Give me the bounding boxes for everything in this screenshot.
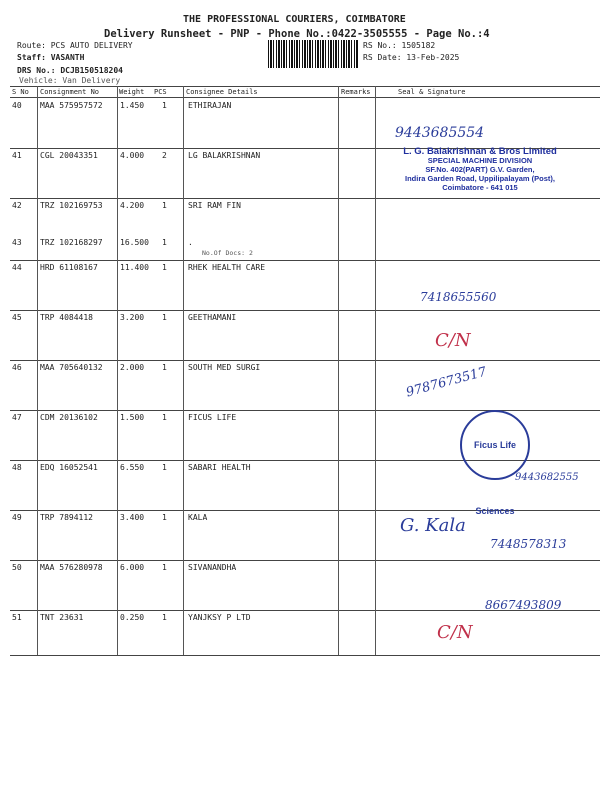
cell-weight: 0.250 [120,613,145,622]
col-weight: Weight [119,88,145,96]
cell-consignee: RHEK HEALTH CARE [188,263,266,272]
cell-sno: 46 [12,363,22,372]
cell-pcs: 1 [162,238,167,247]
handwritten-phone: 9787673517 [404,364,489,401]
row-divider [10,198,600,199]
document-title: THE PROFESSIONAL COURIERS, COIMBATORE [183,14,406,25]
cell-sno: 48 [12,463,22,472]
col-signature: Seal & Signature [398,88,466,96]
cell-sno: 51 [12,613,22,622]
cell-sno: 50 [12,563,22,572]
handwritten-name: G. Kala [400,515,466,536]
handwritten-phone: 9443682555 [515,472,579,483]
docs-note: No.Of Docs: 2 [202,249,253,257]
stamp-line: SF.No. 402(PART) G.V. Garden, [425,165,535,174]
cell-sno: 44 [12,263,22,272]
cell-consignee: ETHIRAJAN [188,101,232,110]
cell-weight: 3.400 [120,513,145,522]
cell-sno: 40 [12,101,22,110]
header-bottom-border [10,97,600,98]
staff: Staff: VASANTH [17,53,85,62]
cell-weight: 16.500 [120,238,149,247]
cell-pcs: 1 [162,313,167,322]
handwritten-cn: C/N [435,330,471,351]
cell-sno: 49 [12,513,22,522]
row-divider [10,360,600,361]
column-divider [37,86,38,655]
handwritten-note: 9443685554 [395,125,485,141]
cell-cn: CDM 20136102 [40,413,98,422]
cell-sno: 43 [12,238,22,247]
cell-cn: TRZ 102168297 [40,238,103,247]
cell-pcs: 1 [162,263,167,272]
cell-consignee: GEETHAMANI [188,313,237,322]
cell-sno: 45 [12,313,22,322]
stamp-line: Coimbatore - 641 015 [442,183,518,192]
cell-sno: 41 [12,151,22,160]
cell-pcs: 1 [162,563,167,572]
cell-consignee: SABARI HEALTH [188,463,251,472]
cell-weight: 6.550 [120,463,145,472]
col-consignment: Consignment No [40,88,100,96]
cell-pcs: 1 [162,463,167,472]
cell-cn: CGL 20043351 [40,151,98,160]
cell-sno: 47 [12,413,22,422]
column-divider [338,86,339,655]
stamp-line: Indira Garden Road, Uppilipalayam (Post), [404,174,556,183]
cell-consignee: SRI RAM FIN [188,201,241,210]
column-divider [117,86,118,655]
cell-consignee: FICUS LIFE [188,413,237,422]
cell-cn: MAA 576280978 [40,563,103,572]
stamp-line: SPECIAL MACHINE DIVISION [427,156,533,165]
barcode [268,40,358,68]
handwritten-phone: 7418655560 [420,290,497,304]
cell-weight: 2.000 [120,363,145,372]
cell-weight: 6.000 [120,563,145,572]
row-divider [10,655,600,656]
col-pcs: PCS [154,88,167,96]
cell-consignee: SOUTH MED SURGI [188,363,261,372]
col-sno: S No [12,88,29,96]
handwritten-phone: 8667493809 [485,598,562,612]
cell-cn: TNT 23631 [40,613,84,622]
row-divider [10,560,600,561]
cell-weight: 4.200 [120,201,145,210]
row-divider [10,260,600,261]
row-divider [10,410,600,411]
cell-consignee: YANJKSY P LTD [188,613,251,622]
cell-weight: 11.400 [120,263,149,272]
handwritten-phone: 7448578313 [490,537,567,551]
cell-sno: 42 [12,201,22,210]
cell-weight: 4.000 [120,151,145,160]
cell-cn: MAA 705640132 [40,363,103,372]
column-divider [183,86,184,655]
cell-cn: EDQ 16052541 [40,463,98,472]
cell-consignee: . [188,238,193,247]
handwritten-cn: C/N [437,622,473,643]
cell-weight: 1.450 [120,101,145,110]
rs-date: RS Date: 13-Feb-2025 [363,53,460,62]
table-top-border [10,86,600,87]
column-divider [375,86,376,655]
cell-cn: TRZ 102169753 [40,201,103,210]
cell-pcs: 1 [162,513,167,522]
cell-consignee: KALA [188,513,208,522]
company-stamp [385,147,575,192]
vehicle: Vehicle: Van Delivery [19,76,121,85]
col-consignee: Consignee Details [186,88,258,96]
cell-cn: HRD 61108167 [40,263,98,272]
drs-number: DRS No.: DCJB150518204 [17,66,123,75]
route: Route: PCS AUTO DELIVERY [17,41,133,50]
cell-pcs: 1 [162,201,167,210]
col-remarks: Remarks [341,88,371,96]
cell-pcs: 2 [162,151,167,160]
cell-pcs: 1 [162,363,167,372]
rs-number: RS No.: 1505182 [363,41,436,50]
round-seal: Ficus Life Sciences [460,410,530,480]
cell-consignee: SIVANANDHA [188,563,237,572]
cell-consignee: LG BALAKRISHNAN [188,151,261,160]
cell-cn: TRP 7894112 [40,513,93,522]
cell-pcs: 1 [162,613,167,622]
cell-cn: TRP 4084418 [40,313,93,322]
cell-pcs: 1 [162,413,167,422]
cell-pcs: 1 [162,101,167,110]
stamp-line: L. G. Balakrishnan & Bros Limited [403,146,557,157]
cell-cn: MAA 575957572 [40,101,103,110]
cell-weight: 1.500 [120,413,145,422]
row-divider [10,310,600,311]
runsheet-subtitle: Delivery Runsheet - PNP - Phone No.:0422-3505555 - Page No.:4 [104,28,490,40]
cell-weight: 3.200 [120,313,145,322]
